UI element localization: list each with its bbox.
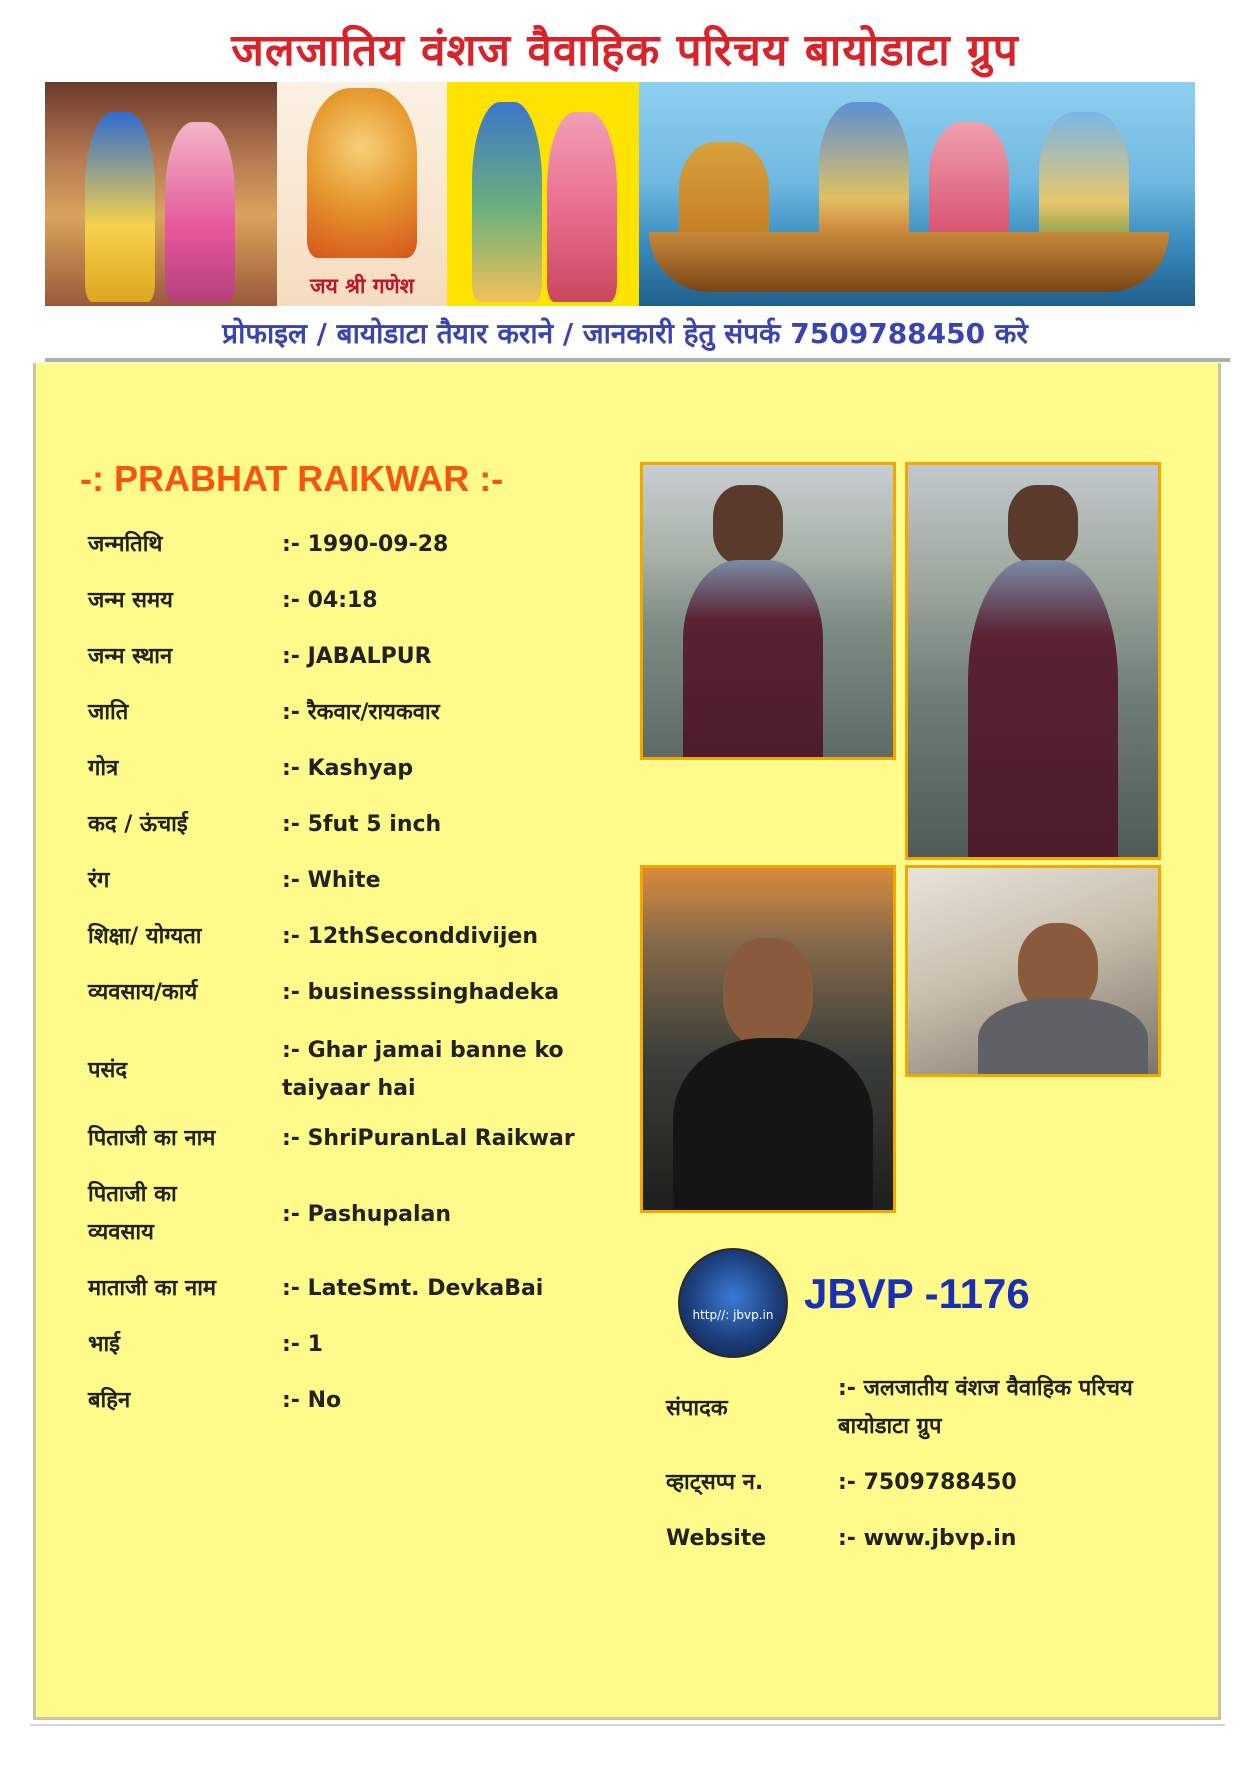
field-value: :- Ghar jamai banne ko taiyaar hai: [282, 1038, 564, 1101]
field-value: :- 5fut 5 inch: [282, 812, 442, 837]
field-label: पिताजी का व्यवसाय: [88, 1182, 177, 1245]
field-label: भाई: [88, 1332, 120, 1357]
field-label: शिक्षा/ योग्यता: [88, 924, 202, 949]
profile-photo-1: [640, 462, 896, 760]
field-label: गोत्र: [88, 756, 119, 781]
field-label: बहिन: [88, 1388, 131, 1413]
header-banner: [45, 82, 1195, 306]
profile-photo-2: [905, 462, 1161, 860]
field-label: जन्मतिथि: [88, 532, 163, 557]
website-value: :- www.jbvp.in: [838, 1526, 1017, 1551]
field-value: :- businesssinghadeka: [282, 980, 560, 1005]
field-label: माताजी का नाम: [88, 1276, 217, 1301]
profile-name: -: PRABHAT RAIKWAR :-: [80, 458, 504, 499]
field-label: जाति: [88, 700, 129, 725]
field-value: :- ShriPuranLal Raikwar: [282, 1126, 575, 1151]
field-value: :- 12thSeconddivijen: [282, 924, 539, 949]
banner-krishna-image: [45, 82, 277, 306]
profile-photo-4: [905, 865, 1161, 1077]
field-value: :- JABALPUR: [282, 644, 432, 669]
field-label: जन्म समय: [88, 588, 173, 613]
banner-boat-image: [639, 82, 1195, 306]
whatsapp-value: :- 7509788450: [838, 1470, 1017, 1495]
field-label: पसंद: [88, 1058, 128, 1083]
field-value: :- 1990-09-28: [282, 532, 449, 557]
field-label: जन्म स्थान: [88, 644, 173, 669]
profile-code: JBVP -1176: [804, 1270, 1030, 1317]
field-value: :- White: [282, 868, 381, 893]
editor-value: :- जलजातीय वंशज वैवाहिक परिचय बायोडाटा ग्रुप: [838, 1376, 1133, 1439]
website-label: Website: [666, 1526, 767, 1551]
field-label: कद / ऊंचाई: [88, 812, 188, 837]
footer-divider: [30, 1724, 1225, 1726]
jbvp-logo: [678, 1248, 788, 1358]
ganesh-caption: जय श्री गणेश: [310, 274, 414, 298]
field-value: :- LateSmt. DevkaBai: [282, 1276, 544, 1301]
field-value: :- Kashyap: [282, 756, 414, 781]
field-value: :- 1: [282, 1332, 323, 1357]
logo-text: http//: jbvp.in: [692, 1308, 774, 1322]
profile-photo-3: [640, 865, 896, 1213]
field-label: रंग: [88, 868, 110, 893]
header-title: जलजातिय वंशज वैवाहिक परिचय बायोडाटा ग्रुप: [231, 25, 1019, 76]
contact-line: प्रोफाइल / बायोडाटा तैयार कराने / जानकारी हेतु संपर्क 7509788450 करे: [222, 317, 1028, 350]
field-value: :- रैकवार/रायकवार: [282, 700, 440, 725]
editor-label: संपादक: [666, 1396, 728, 1421]
whatsapp-label: व्हाट्सप्प न.: [666, 1470, 764, 1495]
field-value: :- No: [282, 1388, 342, 1413]
field-label: पिताजी का नाम: [88, 1126, 216, 1151]
banner-ganesh-image: [277, 82, 447, 306]
field-value: :- Pashupalan: [282, 1202, 452, 1227]
header-divider: [45, 358, 1230, 362]
banner-ram-sita-image: [447, 82, 639, 306]
field-label: व्यवसाय/कार्य: [88, 980, 198, 1005]
field-value: :- 04:18: [282, 588, 378, 613]
